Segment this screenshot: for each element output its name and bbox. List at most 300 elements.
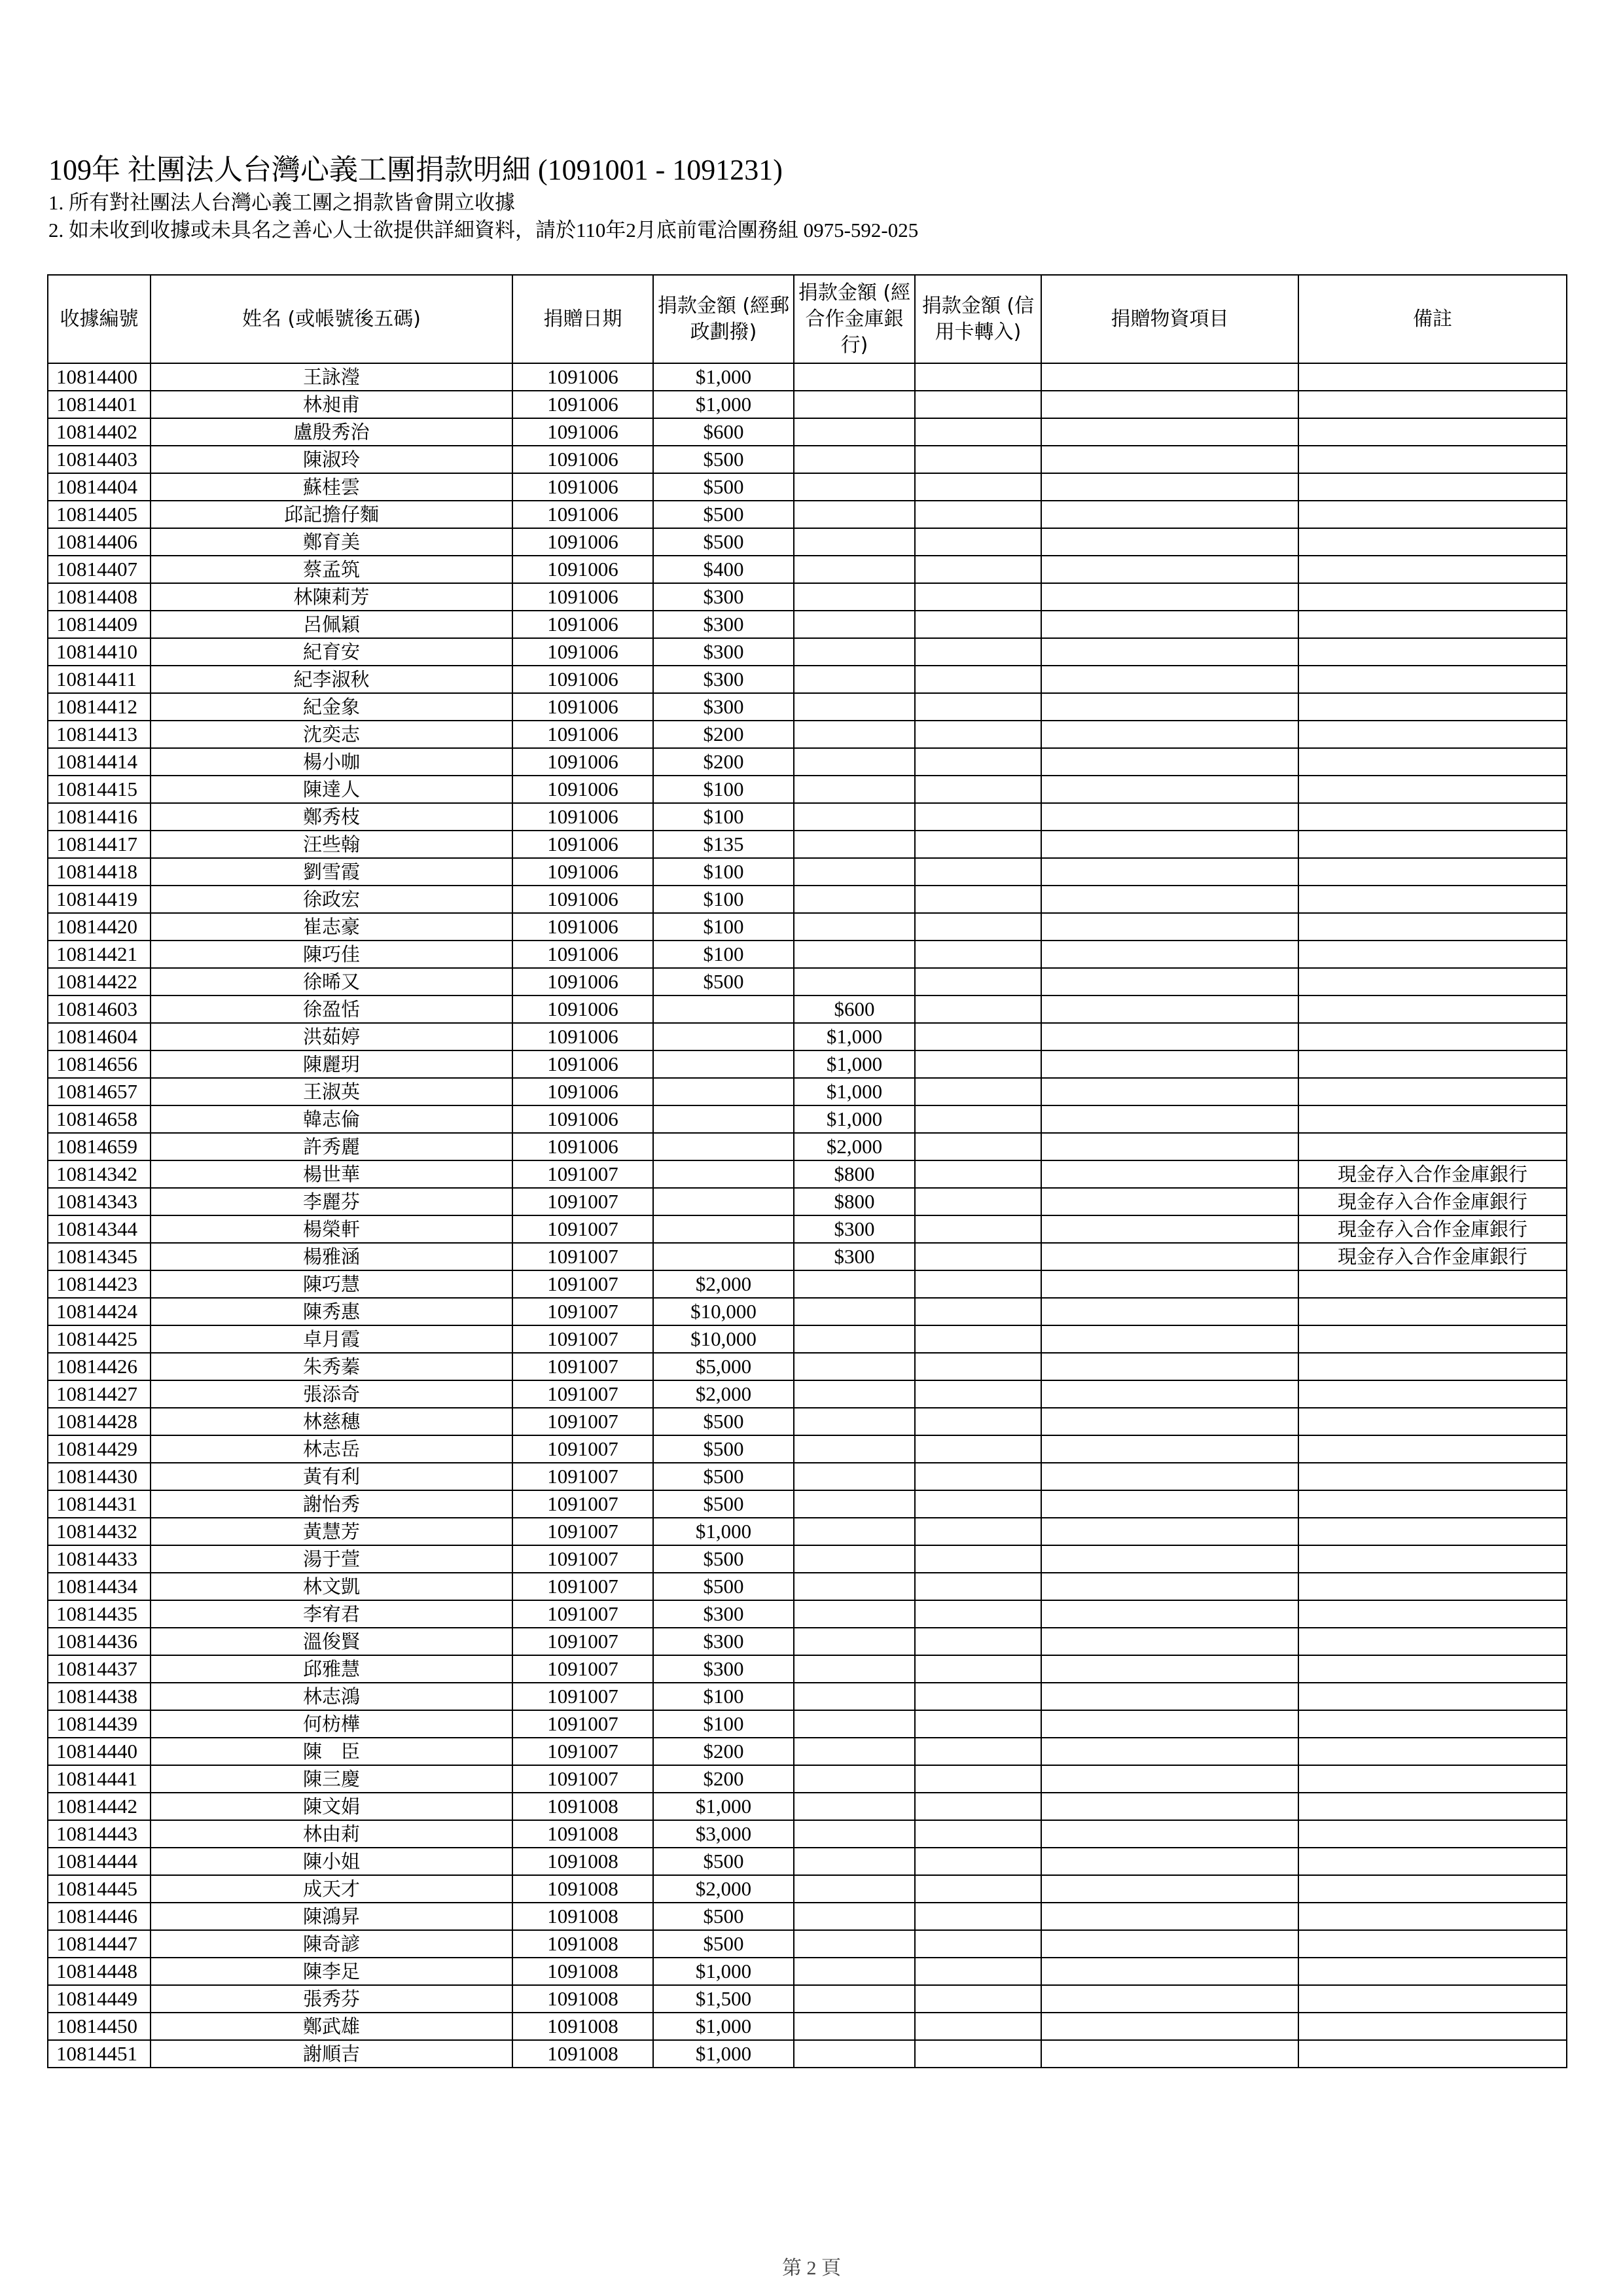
donor-name-cell: 林志鴻: [151, 1683, 512, 1710]
receipt-no-cell: 10814414: [48, 748, 151, 776]
coop-bank-amount-cell: [794, 1435, 915, 1463]
donor-name-cell: 陳秀惠: [151, 1298, 512, 1325]
table-row: [48, 1408, 1567, 1435]
date-cell: 1091006: [512, 693, 653, 721]
date-cell: 1091008: [512, 1930, 653, 1958]
donor-name-cell: 謝怡秀: [151, 1490, 512, 1518]
donor-name-cell: 陳麗玥: [151, 1050, 512, 1078]
coop-bank-amount-cell: [794, 1848, 915, 1875]
receipt-no-cell: 10814344: [48, 1215, 151, 1243]
remarks-cell: [1298, 748, 1567, 776]
postal-amount-cell: $2,000: [653, 1875, 794, 1903]
coop-bank-amount-cell: [794, 556, 915, 583]
credit-card-amount-cell: [915, 1518, 1041, 1545]
credit-card-amount-cell: [915, 1408, 1041, 1435]
receipt-no-cell: 10814447: [48, 1930, 151, 1958]
date-cell: 1091006: [512, 611, 653, 638]
table-row: [48, 1105, 1567, 1133]
credit-card-amount-cell: [915, 1298, 1041, 1325]
donor-name-cell: 紀育安: [151, 638, 512, 666]
goods-cell: [1041, 1820, 1298, 1848]
goods-cell: [1041, 1903, 1298, 1930]
donor-name-cell: 林慈穗: [151, 1408, 512, 1435]
donor-name-cell: 張添奇: [151, 1380, 512, 1408]
donor-name-cell: 沈奕志: [151, 721, 512, 748]
date-cell: 1091007: [512, 1628, 653, 1655]
remarks-cell: [1298, 941, 1567, 968]
remarks-cell: [1298, 1353, 1567, 1380]
credit-card-amount-cell: [915, 1765, 1041, 1793]
goods-cell: [1041, 1985, 1298, 2013]
credit-card-amount-cell: [915, 1793, 1041, 1820]
donor-name-cell: 邱記擔仔麵: [151, 501, 512, 528]
date-cell: 1091007: [512, 1738, 653, 1765]
coop-bank-amount-cell: [794, 501, 915, 528]
coop-bank-amount-cell: $1,000: [794, 1050, 915, 1078]
date-cell: 1091006: [512, 996, 653, 1023]
table-row: [48, 968, 1567, 996]
credit-card-amount-cell: [915, 693, 1041, 721]
donor-name-cell: 何枋樺: [151, 1710, 512, 1738]
page-number: 第 2 頁: [782, 2257, 841, 2279]
table-row: [48, 1655, 1567, 1683]
table-row: [48, 446, 1567, 473]
postal-amount-cell: [653, 1160, 794, 1188]
receipt-no-cell: 10814438: [48, 1683, 151, 1710]
postal-amount-cell: [653, 996, 794, 1023]
coop-bank-amount-cell: [794, 858, 915, 886]
receipt-no-cell: 10814345: [48, 1243, 151, 1270]
remarks-cell: [1298, 1435, 1567, 1463]
receipt-no-cell: 10814449: [48, 1985, 151, 2013]
goods-cell: [1041, 2040, 1298, 2068]
table-row: [48, 1875, 1567, 1903]
postal-amount-cell: $500: [653, 501, 794, 528]
goods-cell: [1041, 1160, 1298, 1188]
table-row: [48, 1683, 1567, 1710]
credit-card-amount-cell: [915, 1325, 1041, 1353]
credit-card-amount-cell: [915, 363, 1041, 391]
table-row: [48, 941, 1567, 968]
coop-bank-amount-cell: [794, 1930, 915, 1958]
remarks-cell: [1298, 1380, 1567, 1408]
credit-card-amount-cell: [915, 941, 1041, 968]
donor-name-cell: 邱雅慧: [151, 1655, 512, 1683]
date-cell: 1091007: [512, 1380, 653, 1408]
goods-cell: [1041, 1380, 1298, 1408]
goods-cell: [1041, 1325, 1298, 1353]
remarks-cell: [1298, 1133, 1567, 1160]
postal-amount-cell: $300: [653, 1600, 794, 1628]
coop-bank-amount-cell: $1,000: [794, 1078, 915, 1105]
table-row: [48, 528, 1567, 556]
coop-bank-amount-cell: [794, 1793, 915, 1820]
receipt-no-cell: 10814433: [48, 1545, 151, 1573]
table-row: [48, 1435, 1567, 1463]
coop-bank-amount-cell: [794, 1820, 915, 1848]
date-cell: 1091006: [512, 1078, 653, 1105]
postal-amount-cell: $600: [653, 418, 794, 446]
postal-amount-cell: $1,000: [653, 2040, 794, 2068]
coop-bank-amount-cell: [794, 748, 915, 776]
goods-cell: [1041, 1133, 1298, 1160]
remarks-cell: [1298, 693, 1567, 721]
table-row: [48, 913, 1567, 941]
col-header-date: 捐贈日期: [512, 275, 653, 363]
remarks-cell: [1298, 638, 1567, 666]
receipt-no-cell: 10814416: [48, 803, 151, 831]
goods-cell: [1041, 913, 1298, 941]
credit-card-amount-cell: [915, 1655, 1041, 1683]
receipt-no-cell: 10814435: [48, 1600, 151, 1628]
goods-cell: [1041, 858, 1298, 886]
postal-amount-cell: $500: [653, 1930, 794, 1958]
table-row: [48, 776, 1567, 803]
donor-name-cell: 鄭育美: [151, 528, 512, 556]
table-row: [48, 1738, 1567, 1765]
table-row: [48, 1518, 1567, 1545]
donor-name-cell: 成天才: [151, 1875, 512, 1903]
col-header-receipt-no: 收據編號: [48, 275, 151, 363]
postal-amount-cell: $200: [653, 748, 794, 776]
receipt-no-cell: 10814450: [48, 2013, 151, 2040]
credit-card-amount-cell: [915, 1600, 1041, 1628]
goods-cell: [1041, 473, 1298, 501]
postal-amount-cell: $300: [653, 638, 794, 666]
table-row: [48, 1490, 1567, 1518]
receipt-no-cell: 10814418: [48, 858, 151, 886]
postal-amount-cell: [653, 1215, 794, 1243]
table-row: [48, 693, 1567, 721]
postal-amount-cell: $300: [653, 611, 794, 638]
coop-bank-amount-cell: [794, 1545, 915, 1573]
receipt-no-cell: 10814413: [48, 721, 151, 748]
remarks-cell: [1298, 1655, 1567, 1683]
table-row: [48, 1078, 1567, 1105]
postal-amount-cell: [653, 1023, 794, 1050]
remarks-cell: [1298, 501, 1567, 528]
postal-amount-cell: $100: [653, 913, 794, 941]
page-title: 109年 社團法人台灣心義工團捐款明細 (1091001 - 1091231): [48, 154, 783, 186]
postal-amount-cell: $100: [653, 941, 794, 968]
date-cell: 1091006: [512, 446, 653, 473]
goods-cell: [1041, 748, 1298, 776]
goods-cell: [1041, 1023, 1298, 1050]
receipt-no-cell: 10814434: [48, 1573, 151, 1600]
credit-card-amount-cell: [915, 1215, 1041, 1243]
receipt-no-cell: 10814404: [48, 473, 151, 501]
receipt-no-cell: 10814603: [48, 996, 151, 1023]
receipt-no-cell: 10814342: [48, 1160, 151, 1188]
date-cell: 1091008: [512, 2013, 653, 2040]
remarks-cell: [1298, 1463, 1567, 1490]
remarks-cell: [1298, 968, 1567, 996]
goods-cell: [1041, 1078, 1298, 1105]
table-row: [48, 1573, 1567, 1600]
postal-amount-cell: $500: [653, 473, 794, 501]
goods-cell: [1041, 1765, 1298, 1793]
receipt-no-cell: 10814343: [48, 1188, 151, 1215]
goods-cell: [1041, 1958, 1298, 1985]
coop-bank-amount-cell: [794, 776, 915, 803]
coop-bank-amount-cell: [794, 1985, 915, 2013]
remarks-cell: [1298, 473, 1567, 501]
donor-name-cell: 徐盈恬: [151, 996, 512, 1023]
goods-cell: [1041, 1683, 1298, 1710]
remarks-cell: [1298, 666, 1567, 693]
table-row: [48, 886, 1567, 913]
coop-bank-amount-cell: [794, 913, 915, 941]
credit-card-amount-cell: [915, 1683, 1041, 1710]
coop-bank-amount-cell: [794, 1600, 915, 1628]
credit-card-amount-cell: [915, 1188, 1041, 1215]
goods-cell: [1041, 1710, 1298, 1738]
donor-name-cell: 陳巧佳: [151, 941, 512, 968]
table-row: [48, 996, 1567, 1023]
postal-amount-cell: $500: [653, 528, 794, 556]
remarks-cell: [1298, 858, 1567, 886]
postal-amount-cell: $100: [653, 776, 794, 803]
goods-cell: [1041, 638, 1298, 666]
table-row: [48, 1958, 1567, 1985]
postal-amount-cell: [653, 1243, 794, 1270]
postal-amount-cell: [653, 1188, 794, 1215]
remarks-cell: [1298, 803, 1567, 831]
receipt-no-cell: 10814440: [48, 1738, 151, 1765]
credit-card-amount-cell: [915, 1023, 1041, 1050]
coop-bank-amount-cell: [794, 2040, 915, 2068]
remarks-cell: [1298, 556, 1567, 583]
date-cell: 1091007: [512, 1573, 653, 1600]
coop-bank-amount-cell: [794, 363, 915, 391]
date-cell: 1091007: [512, 1710, 653, 1738]
date-cell: 1091007: [512, 1545, 653, 1573]
credit-card-amount-cell: [915, 776, 1041, 803]
table-row: [48, 1023, 1567, 1050]
postal-amount-cell: $100: [653, 858, 794, 886]
table-row: [48, 1188, 1567, 1215]
table-row: [48, 1298, 1567, 1325]
donor-name-cell: 林陳莉芳: [151, 583, 512, 611]
date-cell: 1091007: [512, 1160, 653, 1188]
receipt-no-cell: 10814657: [48, 1078, 151, 1105]
remarks-cell: 現金存入合作金庫銀行: [1298, 1188, 1567, 1215]
goods-cell: [1041, 1463, 1298, 1490]
table-row: [48, 583, 1567, 611]
date-cell: 1091006: [512, 473, 653, 501]
donor-name-cell: 紀金象: [151, 693, 512, 721]
credit-card-amount-cell: [915, 418, 1041, 446]
postal-amount-cell: $1,000: [653, 1958, 794, 1985]
postal-amount-cell: $1,000: [653, 1793, 794, 1820]
date-cell: 1091008: [512, 1958, 653, 1985]
receipt-no-cell: 10814444: [48, 1848, 151, 1875]
postal-amount-cell: $300: [653, 1628, 794, 1655]
postal-amount-cell: $500: [653, 1463, 794, 1490]
remarks-cell: [1298, 2013, 1567, 2040]
table-row: [48, 1353, 1567, 1380]
table-row: [48, 473, 1567, 501]
coop-bank-amount-cell: [794, 1490, 915, 1518]
donor-name-cell: 徐政宏: [151, 886, 512, 913]
coop-bank-amount-cell: [794, 1628, 915, 1655]
credit-card-amount-cell: [915, 1930, 1041, 1958]
remarks-cell: [1298, 611, 1567, 638]
receipt-no-cell: 10814425: [48, 1325, 151, 1353]
credit-card-amount-cell: [915, 1985, 1041, 2013]
donor-name-cell: 陳淑玲: [151, 446, 512, 473]
remarks-cell: [1298, 418, 1567, 446]
table-row: [48, 721, 1567, 748]
postal-amount-cell: $500: [653, 1408, 794, 1435]
date-cell: 1091006: [512, 1133, 653, 1160]
remarks-cell: [1298, 1078, 1567, 1105]
table-row: [48, 1820, 1567, 1848]
goods-cell: [1041, 1793, 1298, 1820]
receipt-no-cell: 10814408: [48, 583, 151, 611]
postal-amount-cell: $300: [653, 583, 794, 611]
goods-cell: [1041, 776, 1298, 803]
receipt-no-cell: 10814417: [48, 831, 151, 858]
donor-name-cell: 楊世華: [151, 1160, 512, 1188]
remarks-cell: [1298, 913, 1567, 941]
goods-cell: [1041, 1105, 1298, 1133]
donor-name-cell: 王淑英: [151, 1078, 512, 1105]
donor-name-cell: 湯于萱: [151, 1545, 512, 1573]
postal-amount-cell: [653, 1133, 794, 1160]
receipt-no-cell: 10814429: [48, 1435, 151, 1463]
credit-card-amount-cell: [915, 611, 1041, 638]
goods-cell: [1041, 1600, 1298, 1628]
receipt-no-cell: 10814445: [48, 1875, 151, 1903]
receipt-no-cell: 10814426: [48, 1353, 151, 1380]
remarks-cell: [1298, 1710, 1567, 1738]
receipt-no-cell: 10814431: [48, 1490, 151, 1518]
postal-amount-cell: $500: [653, 1545, 794, 1573]
table-row: [48, 1380, 1567, 1408]
postal-amount-cell: $3,000: [653, 1820, 794, 1848]
table-row: [48, 2013, 1567, 2040]
goods-cell: [1041, 1243, 1298, 1270]
table-row: [48, 1710, 1567, 1738]
donor-name-cell: 陳鴻昇: [151, 1903, 512, 1930]
postal-amount-cell: $300: [653, 1655, 794, 1683]
goods-cell: [1041, 1298, 1298, 1325]
goods-cell: [1041, 1875, 1298, 1903]
date-cell: 1091007: [512, 1600, 653, 1628]
remarks-cell: [1298, 583, 1567, 611]
remarks-cell: [1298, 1683, 1567, 1710]
remarks-cell: [1298, 1985, 1567, 2013]
table-row: [48, 611, 1567, 638]
goods-cell: [1041, 1188, 1298, 1215]
donor-name-cell: 黃有利: [151, 1463, 512, 1490]
goods-cell: [1041, 1573, 1298, 1600]
credit-card-amount-cell: [915, 1848, 1041, 1875]
goods-cell: [1041, 1545, 1298, 1573]
postal-amount-cell: [653, 1078, 794, 1105]
date-cell: 1091007: [512, 1243, 653, 1270]
coop-bank-amount-cell: [794, 1298, 915, 1325]
donor-name-cell: 林昶甫: [151, 391, 512, 418]
donor-name-cell: 陳 臣: [151, 1738, 512, 1765]
credit-card-amount-cell: [915, 1435, 1041, 1463]
remarks-cell: [1298, 1958, 1567, 1985]
postal-amount-cell: $10,000: [653, 1325, 794, 1353]
credit-card-amount-cell: [915, 666, 1041, 693]
receipt-no-cell: 10814604: [48, 1023, 151, 1050]
receipt-no-cell: 10814400: [48, 363, 151, 391]
remarks-cell: [1298, 528, 1567, 556]
donor-name-cell: 謝順吉: [151, 2040, 512, 2068]
table-row: [48, 418, 1567, 446]
remarks-cell: [1298, 1298, 1567, 1325]
date-cell: 1091006: [512, 968, 653, 996]
receipt-no-cell: 10814443: [48, 1820, 151, 1848]
donor-name-cell: 王詠瀅: [151, 363, 512, 391]
date-cell: 1091006: [512, 803, 653, 831]
table-row: [48, 1930, 1567, 1958]
donor-name-cell: 林文凱: [151, 1573, 512, 1600]
credit-card-amount-cell: [915, 2013, 1041, 2040]
table-row: [48, 1765, 1567, 1793]
postal-amount-cell: $500: [653, 446, 794, 473]
postal-amount-cell: $2,000: [653, 1380, 794, 1408]
date-cell: 1091008: [512, 1875, 653, 1903]
table-row: [48, 1463, 1567, 1490]
date-cell: 1091007: [512, 1655, 653, 1683]
receipt-no-cell: 10814448: [48, 1958, 151, 1985]
credit-card-amount-cell: [915, 1078, 1041, 1105]
postal-amount-cell: $500: [653, 1435, 794, 1463]
coop-bank-amount-cell: [794, 611, 915, 638]
table-row: [48, 1985, 1567, 2013]
date-cell: 1091006: [512, 556, 653, 583]
receipt-no-cell: 10814409: [48, 611, 151, 638]
coop-bank-amount-cell: [794, 666, 915, 693]
donor-name-cell: 陳李足: [151, 1958, 512, 1985]
table-row: [48, 1050, 1567, 1078]
donor-name-cell: 楊小咖: [151, 748, 512, 776]
receipt-no-cell: 10814419: [48, 886, 151, 913]
credit-card-amount-cell: [915, 1463, 1041, 1490]
credit-card-amount-cell: [915, 913, 1041, 941]
receipt-no-cell: 10814403: [48, 446, 151, 473]
credit-card-amount-cell: [915, 1353, 1041, 1380]
donor-name-cell: 鄭秀枝: [151, 803, 512, 831]
donor-name-cell: 卓月霞: [151, 1325, 512, 1353]
goods-cell: [1041, 1215, 1298, 1243]
donor-name-cell: 崔志豪: [151, 913, 512, 941]
receipt-no-cell: 10814432: [48, 1518, 151, 1545]
donor-name-cell: 韓志倫: [151, 1105, 512, 1133]
donor-name-cell: 楊榮軒: [151, 1215, 512, 1243]
table-row: [48, 748, 1567, 776]
receipt-no-cell: 10814424: [48, 1298, 151, 1325]
remarks-cell: [1298, 1903, 1567, 1930]
donor-name-cell: 陳巧慧: [151, 1270, 512, 1298]
date-cell: 1091008: [512, 1985, 653, 2013]
remarks-cell: [1298, 1518, 1567, 1545]
date-cell: 1091007: [512, 1765, 653, 1793]
coop-bank-amount-cell: $800: [794, 1188, 915, 1215]
receipt-no-cell: 10814442: [48, 1793, 151, 1820]
credit-card-amount-cell: [915, 1243, 1041, 1270]
receipt-no-cell: 10814412: [48, 693, 151, 721]
postal-amount-cell: $100: [653, 1710, 794, 1738]
coop-bank-amount-cell: [794, 803, 915, 831]
date-cell: 1091006: [512, 748, 653, 776]
